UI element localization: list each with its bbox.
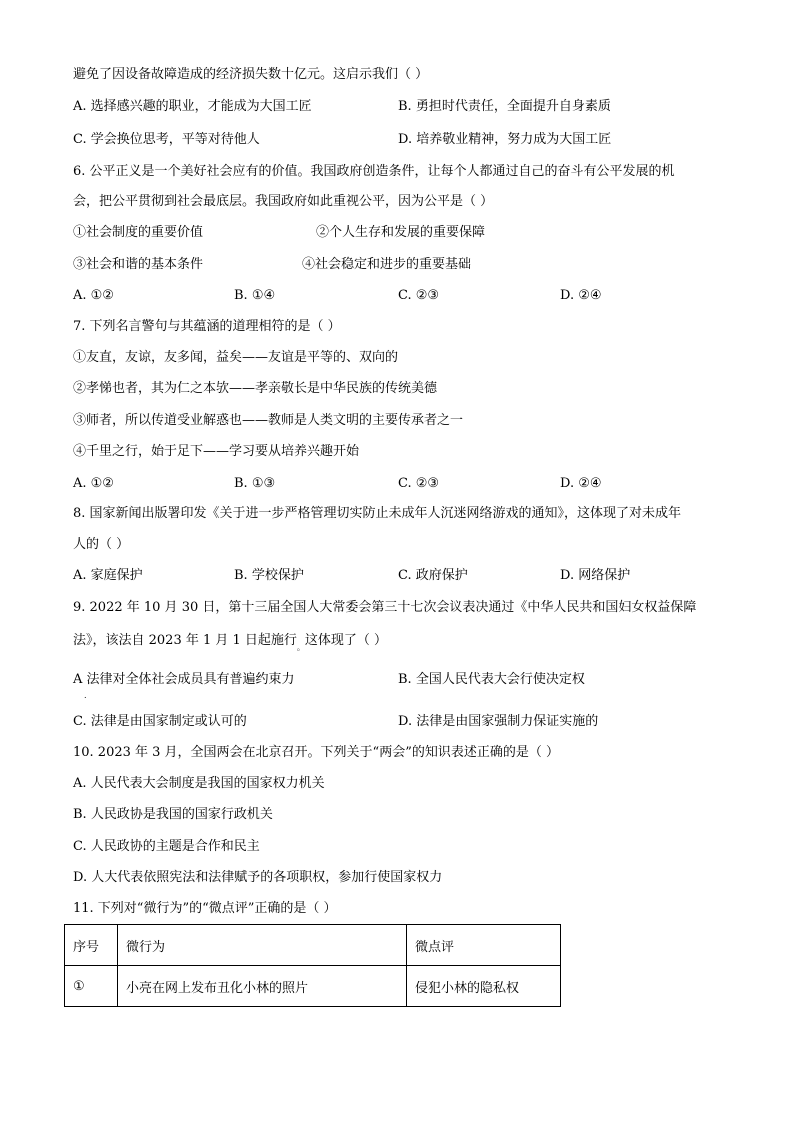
table-header-cell: 微点评	[407, 925, 561, 966]
table-cell: ①	[65, 966, 118, 1007]
q10-option-d[interactable]: D. 人大代表依照宪法和法律赋予的各项职权，参加行使国家权力	[73, 870, 443, 885]
q6-statement-2: ②个人生存和发展的重要保障	[316, 225, 486, 240]
q7-statement-1: ①友直，友谅，友多闻，益矣——友谊是平等的、双向的	[73, 350, 399, 365]
q7-option-b[interactable]: B. ①③	[234, 476, 276, 491]
q9-option-a[interactable]: A 法律对全体社会成员具有普遍约束力	[73, 672, 295, 687]
q8-stem-line1: 8. 国家新闻出版署印发《关于进一步严格管理切实防止未成年人沉迷网络游戏的通知》，这体现了对未成年	[73, 506, 682, 521]
table-header-cell: 微行为	[118, 925, 407, 966]
q6-option-a[interactable]: A. ①②	[73, 288, 114, 303]
q6-option-d[interactable]: D. ②④	[560, 288, 602, 303]
q7-statement-3: ③师者，所以传道受业解惑也——教师是人类文明的主要传承者之一	[73, 413, 464, 428]
q7-option-d[interactable]: D. ②④	[560, 476, 602, 491]
q6-stem-line1: 6. 公平正义是一个美好社会应有的价值。我国政府创造条件，让每个人都通过自己的奋斗有公平发展的机	[73, 164, 675, 179]
q9-stem-line2-part1: 法》，该法自 2023 年 1 月 1 日起施行	[73, 633, 297, 648]
q7-statement-2: ②孝悌也者，其为仁之本欤——孝亲敬长是中华民族的传统美德	[73, 381, 438, 396]
q7-statement-4: ④千里之行，始于足下——学习要从培养兴趣开始	[73, 444, 360, 459]
q9-stem-line2	[73, 632, 387, 651]
q11-table	[64, 924, 561, 1007]
q5-option-c[interactable]: C. 学会换位思考，平等对待他人	[73, 132, 260, 147]
q9-stem-line1: 9. 2022 年 10 月 30 日，第十三届全国人大常委会第三十七次会议表决通过《中华人民共和国妇女权益保障	[73, 600, 697, 615]
q9-option-d[interactable]: D. 法律是由国家强制力保证实施的	[398, 714, 599, 729]
table-cell: 小亮在网上发布丑化小林的照片	[118, 966, 407, 1007]
q10-stem: 10. 2023 年 3 月，全国两会在北京召开。下列关于“两会”的知识表述正确的是（ ）	[73, 745, 559, 760]
q5-option-a[interactable]: A. 选择感兴趣的职业，才能成为大国工匠	[73, 99, 312, 114]
table-row	[65, 966, 561, 1007]
q6-option-b[interactable]: B. ①④	[234, 288, 276, 303]
q10-option-c[interactable]: C. 人民政协的主题是合作和民主	[73, 839, 260, 854]
q8-option-a[interactable]: A. 家庭保护	[73, 568, 143, 583]
q7-option-c[interactable]: C. ②③	[398, 476, 440, 491]
q11-stem: 11. 下列对“微行为”的“微点评”正确的是（ ）	[73, 901, 337, 916]
q9-stem-line2-part2: 这体现了（ ）	[304, 633, 388, 648]
q8-stem-line2: 人的（ ）	[73, 537, 130, 552]
q5-option-d[interactable]: D. 培养敬业精神，努力成为大国工匠	[398, 132, 612, 147]
q6-option-c[interactable]: C. ②③	[398, 288, 440, 303]
q9-stem-line2-dot: 。	[296, 643, 305, 652]
q8-option-d[interactable]: D. 网络保护	[560, 568, 631, 583]
table-header-row	[65, 925, 561, 966]
q10-option-b[interactable]: B. 人民政协是我国的国家行政机关	[73, 807, 273, 822]
q9-option-b[interactable]: B. 全国人民代表大会行使决定权	[398, 672, 585, 687]
q6-statement-4: ④社会稳定和进步的重要基础	[302, 257, 472, 272]
q8-option-c[interactable]: C. 政府保护	[398, 568, 468, 583]
q6-statement-1: ①社会制度的重要价值	[73, 225, 204, 240]
q6-stem-line2: 会，把公平贯彻到社会最底层。我国政府如此重视公平，因为公平是（ ）	[73, 194, 494, 209]
q10-option-a[interactable]: A. 人民代表大会制度是我国的国家权力机关	[73, 776, 325, 791]
q5-stem-continuation: 避免了因设备故障造成的经济损失数十亿元。这启示我们（ ）	[73, 67, 429, 82]
q9-option-c[interactable]: C. 法律是由国家制定或认可的	[73, 714, 247, 729]
q5-option-b[interactable]: B. 勇担时代责任，全面提升自身素质	[398, 99, 611, 114]
q6-statement-3: ③社会和谐的基本条件	[73, 257, 204, 272]
table-header-cell: 序号	[65, 925, 118, 966]
q7-option-a[interactable]: A. ①②	[73, 476, 114, 491]
q9-option-a-dot: .	[84, 691, 87, 700]
q8-option-b[interactable]: B. 学校保护	[234, 568, 304, 583]
q7-stem: 7. 下列名言警句与其蕴涵的道理相符的是（ ）	[73, 319, 341, 334]
table-cell: 侵犯小林的隐私权	[407, 966, 561, 1007]
